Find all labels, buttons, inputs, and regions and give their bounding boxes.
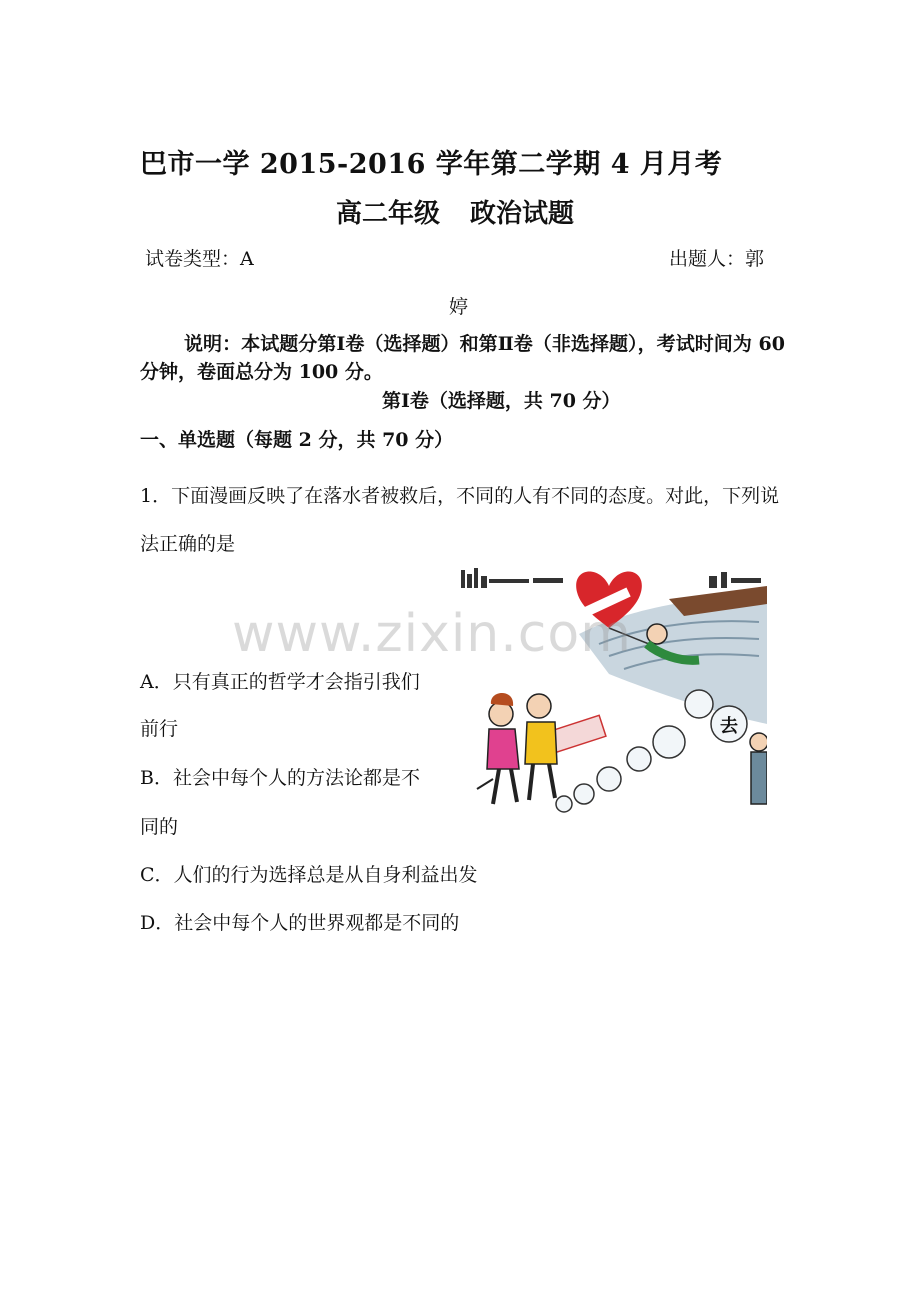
option-b: B．社会中每个人的方法论都是不 [140, 767, 420, 789]
option-a-continued: 前行 [140, 718, 179, 740]
grade-label: 高二年级 [336, 199, 441, 229]
author-name-continued: 婷 [449, 296, 469, 318]
cartoon-text: 去 [720, 716, 738, 737]
option-c: C．人们的行为选择总是从自身利益出发 [140, 864, 478, 886]
part-title: 一、单选题（每题 2 分，共 70 分） [140, 429, 454, 451]
author-label: 出题人：郭 [669, 248, 765, 270]
page-subtitle [336, 193, 574, 230]
paper-type: 试卷类型：A [145, 248, 254, 270]
page-title: 巴市一学 2015-2016 学年第二学期 4 月月考 [140, 149, 723, 180]
option-d: D．社会中每个人的世界观都是不同的 [140, 912, 460, 934]
cartoon-illustration [459, 564, 767, 822]
option-a: A．只有真正的哲学才会指引我们 [140, 671, 420, 693]
instructions: 说明：本试题分第Ⅰ卷（选择题）和第Ⅱ卷（非选择题），考试时间为 60 分钟，卷面总分为 100 分。 [140, 333, 785, 383]
subject-label: 政治试题 [470, 199, 575, 229]
section-title: 第Ⅰ卷（选择题，共 70 分） [382, 390, 621, 412]
option-b-continued: 同的 [140, 816, 179, 838]
watermark: www.zixin.com [232, 604, 632, 664]
question-1-stem: 1．下面漫画反映了在落水者被救后，不同的人有不同的态度。对此，下列说法正确的是 [140, 485, 780, 555]
